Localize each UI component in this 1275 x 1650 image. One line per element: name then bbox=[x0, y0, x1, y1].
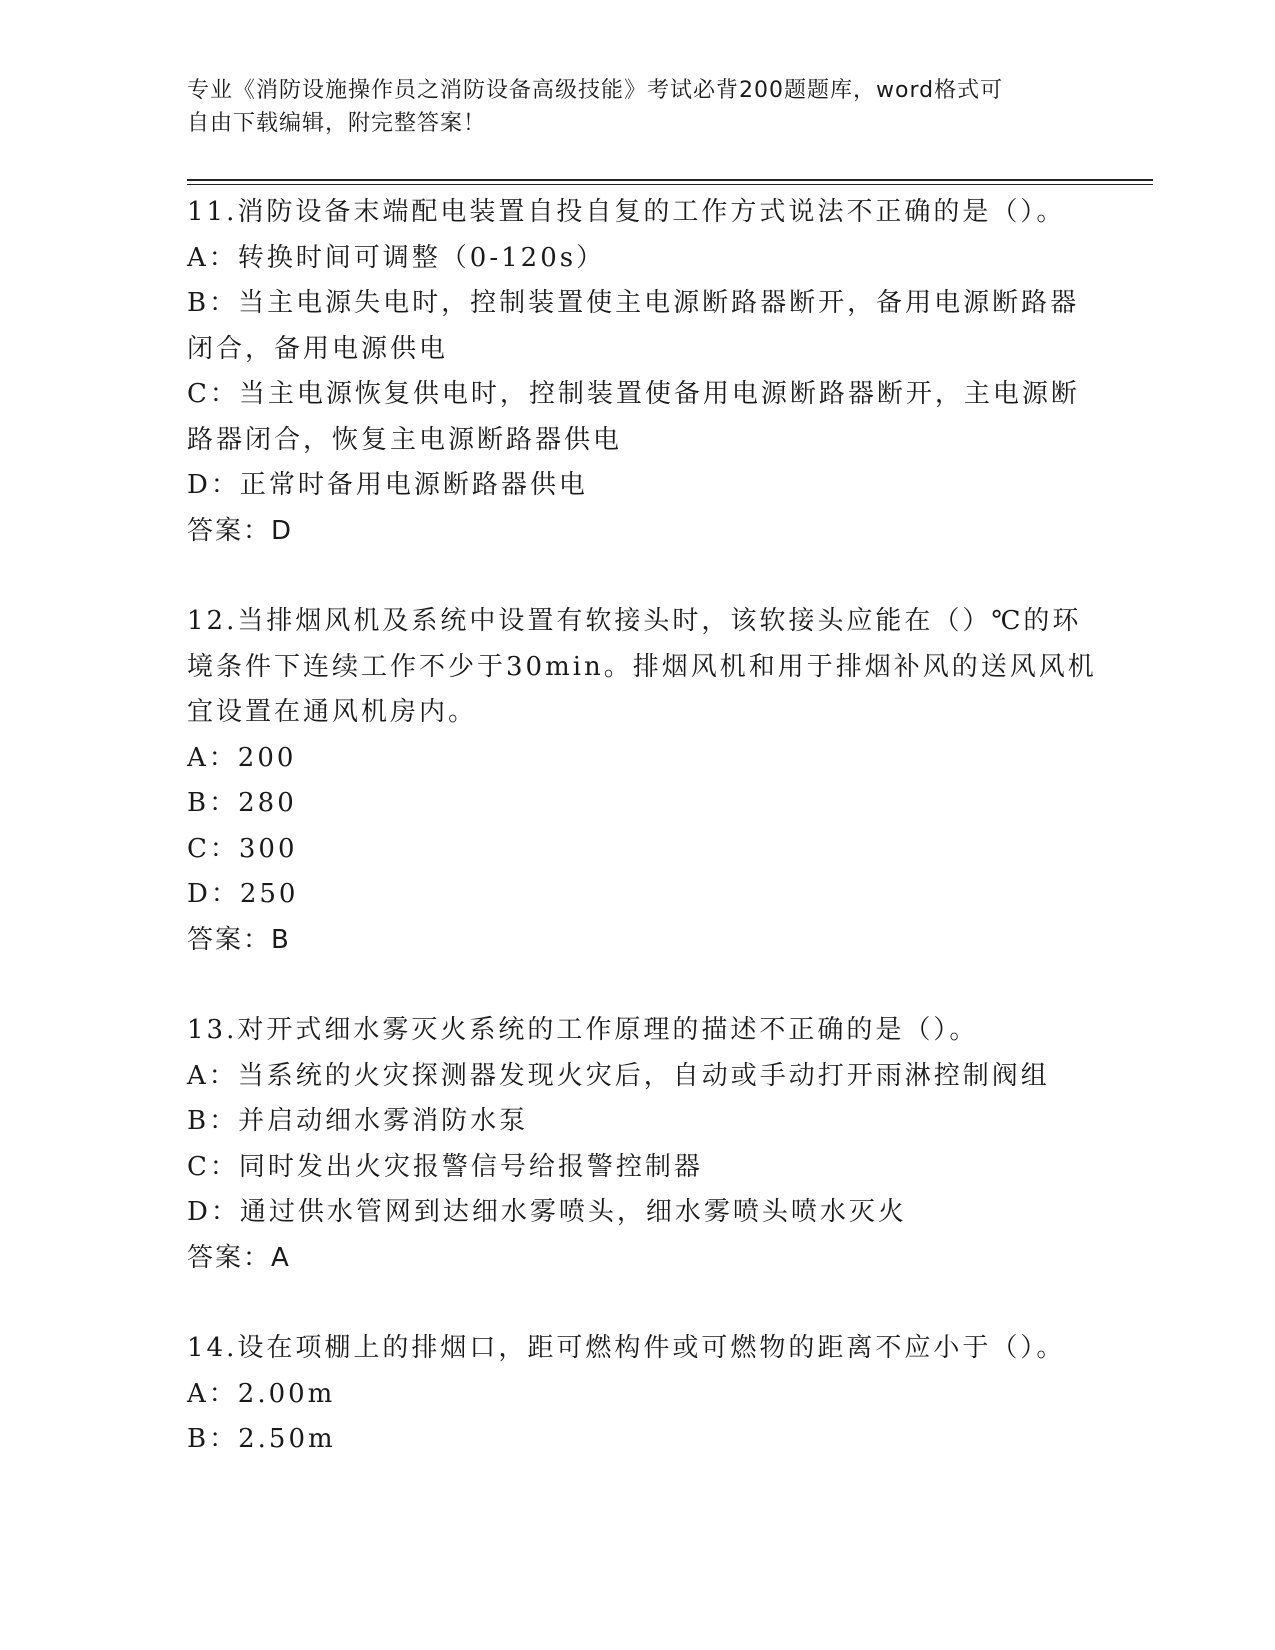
question-11 bbox=[187, 190, 1087, 554]
option-c-continued: 路器闭合，恢复主电源断路器供电 bbox=[187, 424, 623, 455]
question-stem-continued: 宜设置在通风机房内。 bbox=[187, 697, 478, 727]
header-line-1: 专业《消防设施操作员之消防设备高级技能》考试必背200题题库，word格式可 bbox=[187, 78, 1004, 103]
question-12 bbox=[187, 599, 1097, 963]
option-a: A：2.00m bbox=[187, 1378, 336, 1409]
option-d: D：正常时备用电源断路器供电 bbox=[187, 470, 588, 500]
question-stem: 14.设在项棚上的排烟口，距可燃构件或可燃物的距离不应小于（）。 bbox=[187, 1333, 1066, 1363]
question-spacer bbox=[187, 554, 1087, 599]
question-14 bbox=[187, 1326, 1087, 1463]
header-rule-thin bbox=[187, 184, 1153, 185]
option-d: D：250 bbox=[187, 879, 299, 909]
answer-label: 答案：A bbox=[187, 1242, 291, 1273]
question-spacer bbox=[187, 963, 1087, 1008]
option-d: D：通过供水管网到达细水雾喷头，细水雾喷头喷水灭火 bbox=[187, 1197, 907, 1227]
option-c: C：300 bbox=[187, 833, 298, 864]
option-a: A：200 bbox=[187, 742, 297, 773]
option-c: C：当主电源恢复供电时，控制装置使备用电源断路器断开，主电源断 bbox=[187, 379, 1080, 409]
answer-label: 答案：D bbox=[187, 515, 294, 546]
question-list bbox=[187, 190, 1097, 1463]
document-header bbox=[187, 74, 1087, 140]
option-b-continued: 闭合，备用电源供电 bbox=[187, 333, 449, 364]
option-b: B：当主电源失电时，控制装置使主电源断路器断开，备用电源断路器 bbox=[187, 288, 1080, 318]
option-a: A：转换时间可调整（0-120s） bbox=[187, 242, 606, 273]
option-a: A：当系统的火灾探测器发现火灾后，自动或手动打开雨淋控制阀组 bbox=[187, 1060, 1050, 1091]
answer-label: 答案：B bbox=[187, 924, 291, 955]
question-13 bbox=[187, 1008, 1087, 1281]
header-line-2: 自由下载编辑，附完整答案！ bbox=[187, 111, 487, 136]
question-spacer bbox=[187, 1281, 1087, 1326]
question-stem: 12.当排烟风机及系统中设置有软接头时，该软接头应能在（）℃的环 bbox=[187, 606, 1082, 636]
option-b: B：280 bbox=[187, 788, 297, 818]
question-stem: 11.消防设备末端配电装置自投自复的工作方式说法不正确的是（）。 bbox=[187, 197, 1066, 227]
option-c: C：同时发出火灾报警信号给报警控制器 bbox=[187, 1151, 703, 1182]
question-stem: 13.对开式细水雾灭火系统的工作原理的描述不正确的是（）。 bbox=[187, 1015, 979, 1045]
option-b: B：2.50m bbox=[187, 1424, 336, 1454]
question-stem-continued: 境条件下连续工作不少于30min。排烟风机和用于排烟补风的送风风机 bbox=[187, 651, 1097, 682]
header-rule-thick bbox=[187, 179, 1153, 181]
option-b: B：并启动细水雾消防水泵 bbox=[187, 1106, 529, 1136]
